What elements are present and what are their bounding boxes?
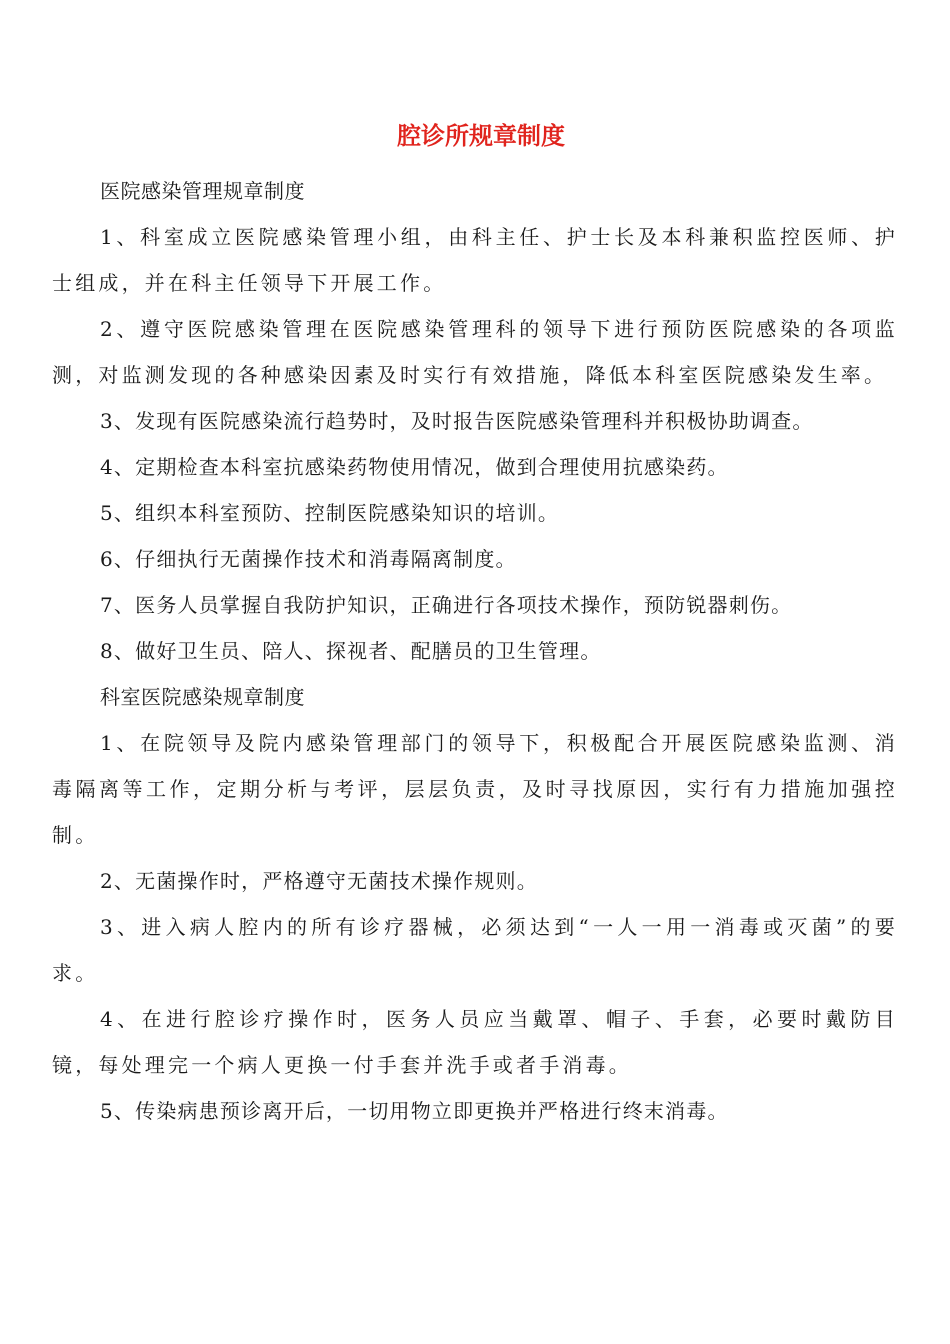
document-title: 腔诊所规章制度	[397, 121, 565, 150]
list-item: 6、仔细执行无菌操作技术和消毒隔离制度。	[100, 547, 517, 571]
section-hospital-infection	[52, 168, 898, 674]
section-heading: 科室医院感染规章制度	[100, 685, 305, 709]
list-item: 7、医务人员掌握自我防护知识，正确进行各项技术操作，预防锐器刺伤。	[100, 593, 793, 617]
list-item: 2、无菌操作时，严格遵守无菌技术操作规则。	[100, 869, 538, 893]
list-item: 3、发现有医院感染流行趋势时，及时报告医院感染管理科并积极协助调查。	[100, 409, 814, 433]
list-item: 5、组织本科室预防、控制医院感染知识的培训。	[100, 501, 560, 525]
section-department-infection	[52, 674, 898, 1134]
section-heading: 医院感染管理规章制度	[100, 179, 305, 203]
list-item: 4、在进行腔诊疗操作时，医务人员应当戴罩、帽子、手套，必要时戴防目镜，每处理完一个病人更换一付手套并洗手或者手消毒。	[52, 1007, 898, 1077]
document-page	[52, 118, 898, 1134]
list-item: 3、进入病人腔内的所有诊疗器械，必须达到“一人一用一消毒或灭菌”的要求。	[52, 915, 898, 985]
list-item: 4、定期检查本科室抗感染药物使用情况，做到合理使用抗感染药。	[100, 455, 729, 479]
list-item: 5、传染病患预诊离开后，一切用物立即更换并严格进行终末消毒。	[100, 1099, 729, 1123]
list-item: 8、做好卫生员、陪人、探视者、配膳员的卫生管理。	[100, 639, 602, 663]
list-item: 2、遵守医院感染管理在医院感染管理科的领导下进行预防医院感染的各项监测，对监测发现的各种感染因素及时实行有效措施，降低本科室医院感染发生率。	[52, 317, 898, 387]
list-item: 1、科室成立医院感染管理小组，由科主任、护士长及本科兼积监控医师、护士组成，并在科主任领导下开展工作。	[52, 225, 898, 295]
list-item: 1、在院领导及院内感染管理部门的领导下，积极配合开展医院感染监测、消毒隔离等工作，定期分析与考评，层层负责，及时寻找原因，实行有力措施加强控制。	[52, 731, 898, 847]
